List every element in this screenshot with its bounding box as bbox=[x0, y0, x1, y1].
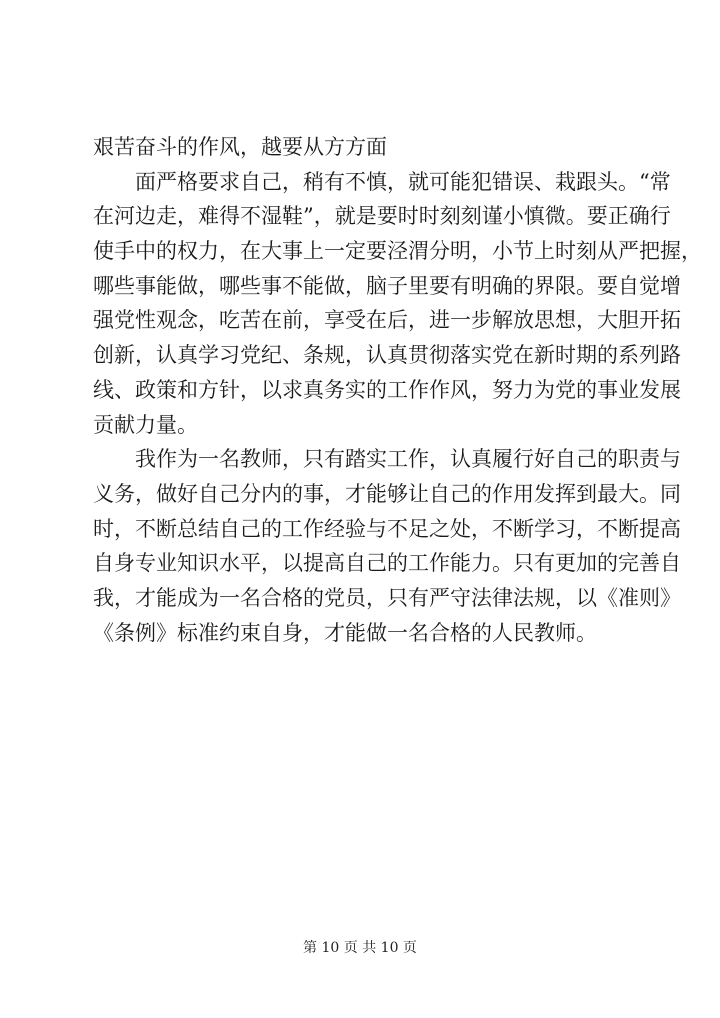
text-line: 贡献力量。 bbox=[93, 412, 198, 437]
text-line: 自身专业知识水平，以提高自己的工作能力。只有更加的完善自 bbox=[93, 551, 681, 576]
text-line: 义务，做好自己分内的事，才能够让自己的作用发挥到最大。同 bbox=[93, 481, 681, 506]
text-line: 线、政策和方针，以求真务实的工作作风，努力为党的事业发展 bbox=[93, 377, 681, 402]
text-line: 面严格要求自己，稍有不慎，就可能犯错误、栽跟头。“常 bbox=[135, 169, 671, 194]
text-line: 强党性观念，吃苦在前，享受在后，进一步解放思想，大胆开拓 bbox=[93, 308, 681, 333]
page-footer: 第 10 页 共 10 页 bbox=[303, 940, 417, 956]
text-line: 创新，认真学习党纪、条规，认真贯彻落实党在新时期的系列路 bbox=[93, 343, 681, 368]
text-line: 《条例》标准约束自身，才能做一名合格的人民教师。 bbox=[93, 620, 597, 645]
body-text bbox=[93, 130, 702, 650]
text-line: 哪些事能做，哪些事不能做，脑子里要有明确的界限。要自觉增 bbox=[93, 273, 681, 298]
text-line: 在河边走，难得不湿鞋”，就是要时时刻刻谨小慎微。要正确行 bbox=[93, 204, 671, 229]
text-line: 艰苦奋斗的作风，越要从方方面 bbox=[93, 135, 387, 159]
text-line: 我作为一名教师，只有踏实工作，认真履行好自己的职责与 bbox=[135, 447, 681, 472]
text-line: 使手中的权力，在大事上一定要泾渭分明，小节上时刻从严把握， bbox=[93, 239, 702, 264]
text-line: 我，才能成为一名合格的党员，只有严守法律法规，以《准则》 bbox=[93, 585, 681, 610]
text-line: 时，不断总结自己的工作经验与不足之处，不断学习，不断提高 bbox=[93, 516, 681, 541]
